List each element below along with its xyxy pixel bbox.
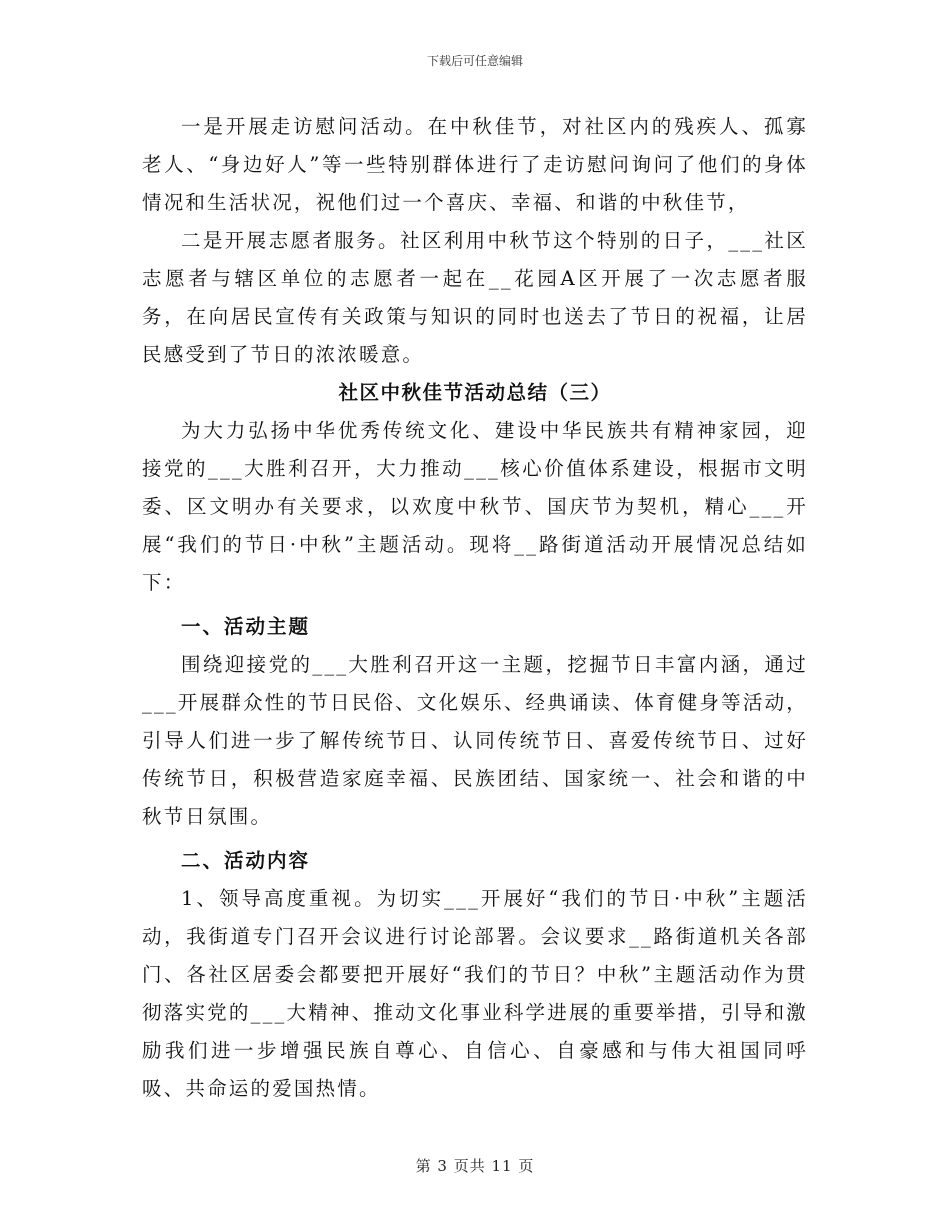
page-number: 第 3 页共 11 页 [415,1157,535,1175]
paragraph-introduction: 为大力弘扬中华优秀传统文化、建设中华民族共有精神家园，迎接党的___大胜利召开，大力推动___核心价值体系建设，根据市文明委、区文明办有关要求，以欢度中秋节、国庆节为契机，精心___开展“我们的节日·中秋”主题活动。现将__路街道活动开展情况总结如下： [142,419,808,594]
section-title: 社区中秋佳节活动总结（三） [338,381,612,404]
paragraph-leadership: 1、领导高度重视。为切实___开展好“我们的节日·中秋”主题活动，我街道专门召开会议进行讨论部署。会议要求__路街道机关各部门、各社区居委会都要把开展好“我们的节日？中秋”主题活动作为贯彻落实党的___大精神、推动文化事业科学进展的重要举措，引导和激励我们进一步增强民族自尊心、自信心、自豪感和与伟大祖国同呼吸、共命运的爱国热情。 [142,887,808,1100]
paragraph-visit-activity: 一是开展走访慰问活动。在中秋佳节，对社区内的残疾人、孤寡老人、“身边好人”等一些特别群体进行了走访慰问询问了他们的身体情况和生活状况，祝他们过一个喜庆、幸福、和谐的中秋佳节， [142,115,808,214]
paragraph-volunteer-service: 二是开展志愿者服务。社区利用中秋节这个特别的日子，___社区志愿者与辖区单位的志愿者一起在__花园A区开展了一次志愿者服务，在向居民宣传有关政策与知识的同时也送去了节日的祝福，让居民感受到了节日的浓浓暖意。 [142,229,808,366]
heading-activity-theme: 一、活动主题 [181,615,311,638]
heading-activity-content: 二、活动内容 [181,849,311,872]
page-header: 下载后可任意编辑 [426,54,523,68]
document-body [142,108,808,1108]
paragraph-activity-theme: 围绕迎接党的___大胜利召开这一主题，挖掘节日丰富内涵，通过___开展群众性的节日民俗、文化娱乐、经典诵读、体育健身等活动，引导人们进一步了解传统节日、认同传统节日、喜爱传统节日、过好传统节日，积极营造家庭幸福、民族团结、国家统一、社会和谐的中秋节日氛围。 [142,653,808,828]
